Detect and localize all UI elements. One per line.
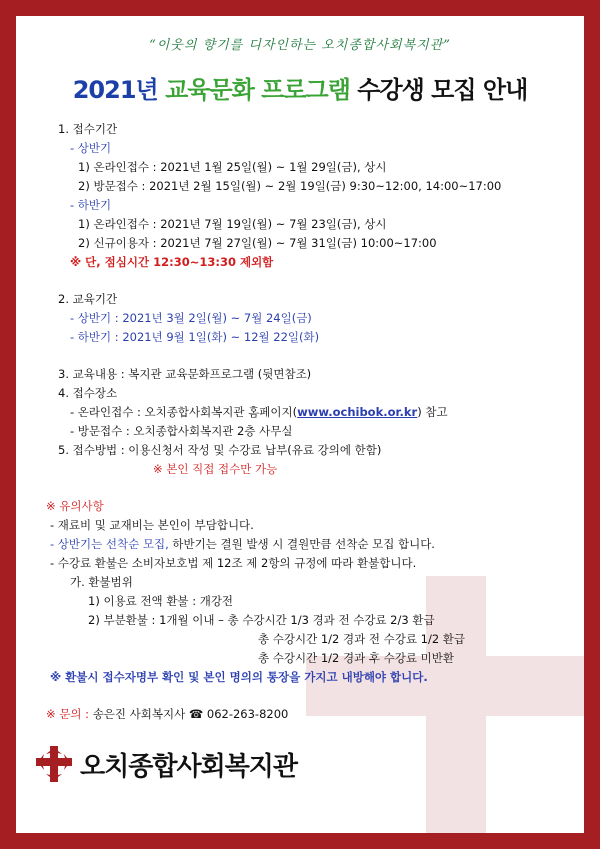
flyer	[16, 16, 584, 833]
notice-item: 가. 환불범위	[70, 575, 133, 589]
notice-item: - 재료비 및 교재비는 본인이 부담합니다.	[50, 518, 254, 532]
page-title	[26, 70, 574, 105]
refund-notice: ※ 환불시 접수자명부 확인 및 본인 명의의 통장을 가지고 내방해야 합니다.	[50, 670, 428, 684]
section-heading: 1. 접수기간	[58, 122, 118, 136]
flyer-body	[46, 120, 578, 724]
phone-icon: ☎	[188, 707, 204, 721]
section-heading: 2. 교육기간	[58, 292, 118, 306]
list-item	[58, 234, 578, 253]
notice-item: 총 수강시간 1/2 경과 후 수강료 미반환	[258, 651, 454, 665]
section-heading: 4. 접수장소	[58, 386, 118, 400]
notice-heading: ※ 유의사항	[46, 499, 104, 513]
contact-label: ※ 문의 :	[46, 707, 90, 721]
title-program: 교육문화 프로그램	[165, 76, 350, 104]
notice-item: 1) 이용료 전액 환불 : 개강전	[88, 594, 234, 608]
section-heading: 3. 교육내용 : 복지관 교육문화프로그램 (뒷면참조)	[58, 367, 312, 381]
list-item: - 하반기 : 2021년 9월 1일(화) ~ 12월 22일(화)	[70, 330, 320, 344]
homepage-link[interactable]: www.ochibok.or.kr	[297, 405, 418, 419]
org-logo	[34, 744, 297, 784]
item-value: 2021년 7월 19일(월) ~ 7월 23일(금), 상시	[160, 217, 387, 231]
first-half-label: - 상반기	[70, 141, 112, 155]
item-value: 2021년 7월 27일(월) ~ 7월 31일(금) 10:00~17:00	[160, 236, 437, 250]
item-value: 2021년 2월 15일(월) ~ 2월 19일(금) 9:30~12:00, 14:00~17:00	[149, 179, 502, 193]
notice-item: 총 수강시간 1/2 경과 전 수강료 1/2 환급	[258, 632, 466, 646]
self-only-note: ※ 본인 직접 접수만 가능	[153, 462, 278, 476]
item-label: 2) 방문접수 :	[78, 179, 146, 193]
notice-item: - 상반기는 선착순 모집, 하반기는 결원 발생 시 결원만큼 선착순 모집 합니다.	[50, 537, 435, 551]
notice-item: - 수강료 환불은 소비자보호법 제 12조 제 2항의 규정에 따라 환불합니다.	[50, 556, 417, 570]
notice-item: 2) 부분환불 : 1개월 이내 – 총 수강시간 1/3 경과 전 수강료 2/3 환급	[88, 613, 435, 627]
lunch-note: ※ 단, 점심시간 12:30~13:30 제외함	[70, 255, 274, 269]
list-item	[58, 158, 578, 177]
contact-line	[46, 705, 578, 724]
item-label: 2) 신규이용자 :	[78, 236, 157, 250]
contact-person: 송은진 사회복지사	[92, 707, 186, 721]
slogan: “이웃의 향기를 디자인하는 오치종합사회복지관”	[149, 38, 451, 53]
section-heading: 5. 접수방법 : 이용신청서 작성 및 수강료 납부(유료 강의에 한함)	[58, 443, 382, 457]
logo-name: 오치종합사회복지관	[80, 751, 298, 782]
caritas-cross-icon	[34, 744, 74, 784]
title-year: 2021년	[72, 76, 158, 104]
contact-phone[interactable]: 062-263-8200	[206, 707, 289, 721]
list-item: - 상반기 : 2021년 3월 2일(월) ~ 7월 24일(금)	[70, 311, 312, 325]
item-label: 1) 온라인접수 :	[78, 160, 157, 174]
list-item: - 온라인접수 : 오치종합사회복지관 홈페이지(www.ochibok.or.kr) 참고	[70, 405, 448, 419]
item-value: 2021년 1월 25일(월) ~ 1월 29일(금), 상시	[160, 160, 387, 174]
list-item: - 방문접수 : 오치종합사회복지관 2층 사무실	[70, 424, 293, 438]
list-item	[58, 215, 578, 234]
title-rest: 수강생 모집 안내	[357, 76, 528, 104]
list-item	[58, 177, 578, 196]
second-half-label: - 하반기	[70, 198, 112, 212]
item-label: 1) 온라인접수 :	[78, 217, 157, 231]
